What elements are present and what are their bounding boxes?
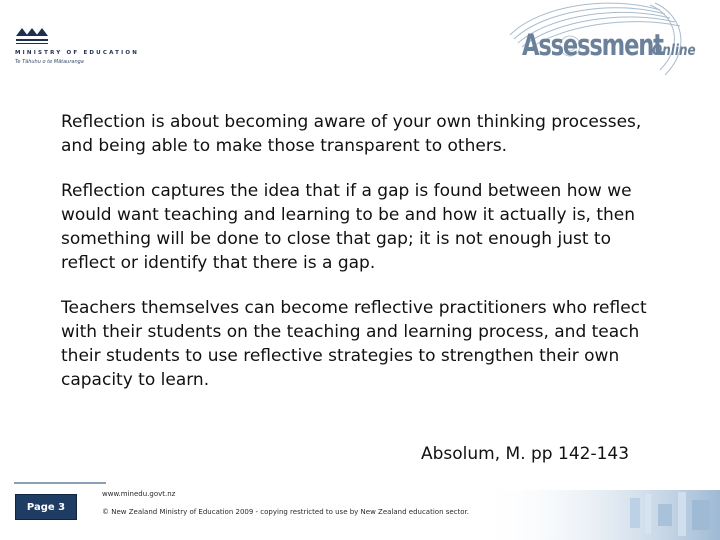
assessment-online-brand[interactable] bbox=[440, 0, 720, 95]
header bbox=[0, 0, 720, 95]
ministry-maori-name: Te Tāhuhu o te Mātauranga bbox=[15, 59, 84, 65]
slide-body bbox=[61, 110, 661, 413]
footer-divider bbox=[14, 482, 106, 484]
paragraph-3: Teachers themselves can become reflective practitioners who reflect with their students on the teaching and learning process, and teach their students to use reflective strategies to strengthen their own capacity to learn. bbox=[61, 298, 647, 390]
paragraph-1: Reflection is about becoming aware of your own thinking processes, and being able to make those transparent to others. bbox=[61, 112, 642, 156]
brand-assessment: Assessment bbox=[522, 28, 663, 62]
footer-url-link[interactable]: www.minedu.govt.nz bbox=[102, 490, 176, 498]
paragraph-2: Reflection captures the idea that if a gap is found between how we would want teaching and learning to be and how it actually is, then something will be done to close that gap; it is not enough just to reflect or identify that there is a gap. bbox=[61, 181, 636, 273]
brand-online: Online bbox=[652, 41, 696, 59]
citation: Absolum, M. pp 142-143 bbox=[421, 444, 630, 464]
ministry-logo[interactable] bbox=[14, 22, 154, 72]
ministry-emblem-icon bbox=[14, 22, 54, 48]
ministry-name: MINISTRY OF EDUCATION bbox=[15, 50, 139, 56]
footer-copyright: © New Zealand Ministry of Education 2009 - copying restricted to use by New Zealand education sector. bbox=[102, 508, 470, 516]
page-number-badge: Page 3 bbox=[15, 494, 77, 520]
footer-decoration bbox=[480, 490, 720, 540]
